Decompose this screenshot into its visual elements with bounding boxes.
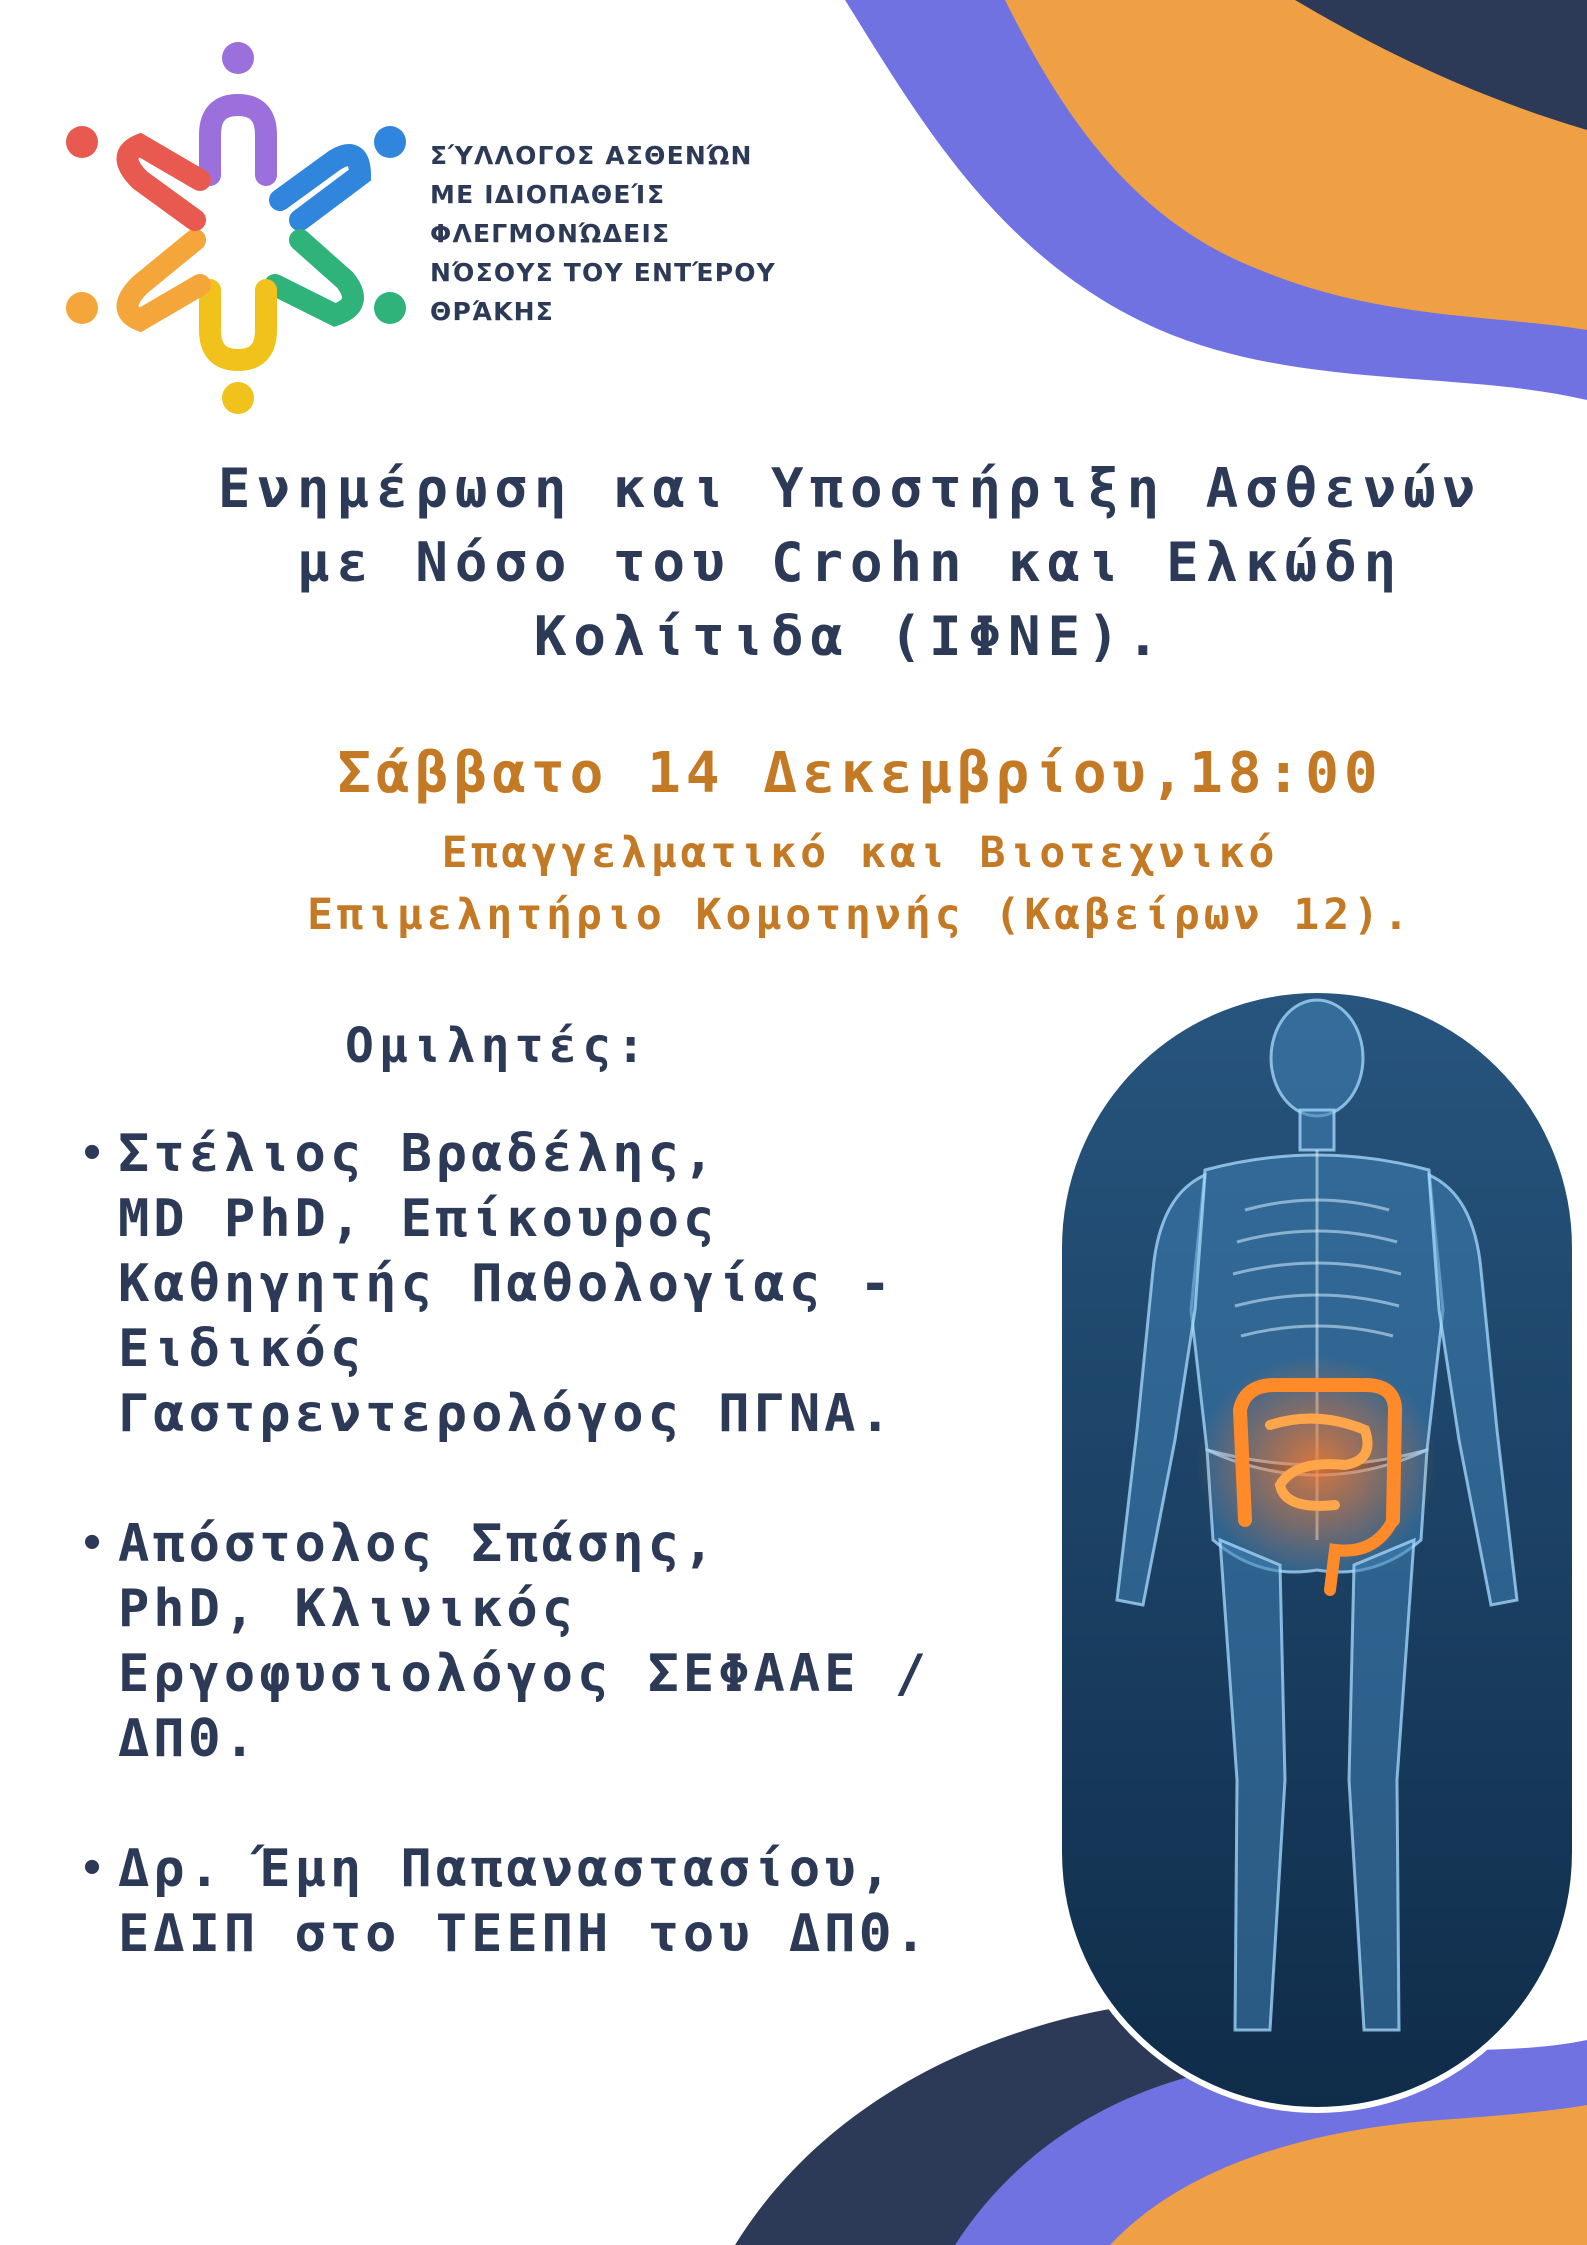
logo-figure-green [374, 292, 406, 324]
org-name-line: ΦΛΕΓΜΟΝΏΔΕΙΣ [430, 219, 671, 248]
organization-name [430, 136, 776, 331]
speakers-heading: Ομιλητές: [345, 1018, 651, 1074]
speaker-line: Καθηγητής Παθολογίας - [118, 1254, 895, 1314]
speaker-line: MD PhD, Επίκουρος [118, 1189, 719, 1249]
event-title-line: με Νόσο του Crohn και Ελκώδη [296, 531, 1404, 594]
speaker-item [80, 1122, 1040, 1447]
human-body-intestine-icon [1045, 980, 1585, 2120]
event-venue-line: Επαγγελματικό και Βιοτεχνικό [441, 828, 1279, 878]
speaker-line: • Στέλιος Βραδέλης, [118, 1124, 719, 1184]
org-name-line: ΘΡΆΚΗΣ [430, 297, 555, 326]
logo-figure-red [66, 126, 98, 158]
org-name-line: ΝΌΣΟΥΣ ΤΟΥ ΕΝΤΈΡΟΥ [430, 258, 776, 287]
logo-figure-yellow [222, 382, 254, 414]
speaker-item [80, 1837, 1040, 1967]
event-venue-line: Επιμελητήριο Κομοτηνής (Καβείρων 12). [307, 890, 1413, 940]
people-circle-logo-icon [60, 30, 420, 430]
speaker-line: ΕΔΙΠ στο ΤΕΕΠΗ του ΔΠΘ. [118, 1904, 931, 1964]
event-venue [150, 822, 1570, 946]
speakers-list [80, 1122, 1040, 2032]
event-title-line: Ενημέρωση και Υποστήριξη Ασθενών [217, 457, 1483, 520]
logo-figure-orange [66, 292, 98, 324]
speaker-line: Γαστρεντερολόγος ΠΓΝΑ. [118, 1384, 895, 1444]
speaker-line: Ειδικός [118, 1319, 366, 1379]
logo-figure-purple [222, 42, 254, 74]
org-name-line: ΜΕ ΙΔΙΟΠΑΘΕΊΣ [430, 180, 666, 209]
event-date: Σάββατο 14 Δεκεμβρίου,18:00 [337, 741, 1383, 806]
org-name-line: ΣΎΛΛΟΓΟΣ ΑΣΘΕΝΏΝ [430, 141, 753, 170]
speaker-line: PhD, Κλινικός [118, 1579, 577, 1639]
speaker-line: ΔΠΘ. [118, 1709, 260, 1769]
event-title [120, 452, 1580, 674]
speaker-line: Εργοφυσιολόγος ΣΕΦΑΑΕ / [118, 1644, 931, 1704]
event-title-line: Κολίτιδα (ΙΦΝΕ). [533, 605, 1167, 668]
speaker-line: • Δρ. Έμη Παπαναστασίου, [118, 1839, 895, 1899]
speaker-line: • Απόστολος Σπάσης, [118, 1514, 719, 1574]
speaker-item [80, 1512, 1040, 1772]
logo-figure-blue [374, 126, 406, 158]
